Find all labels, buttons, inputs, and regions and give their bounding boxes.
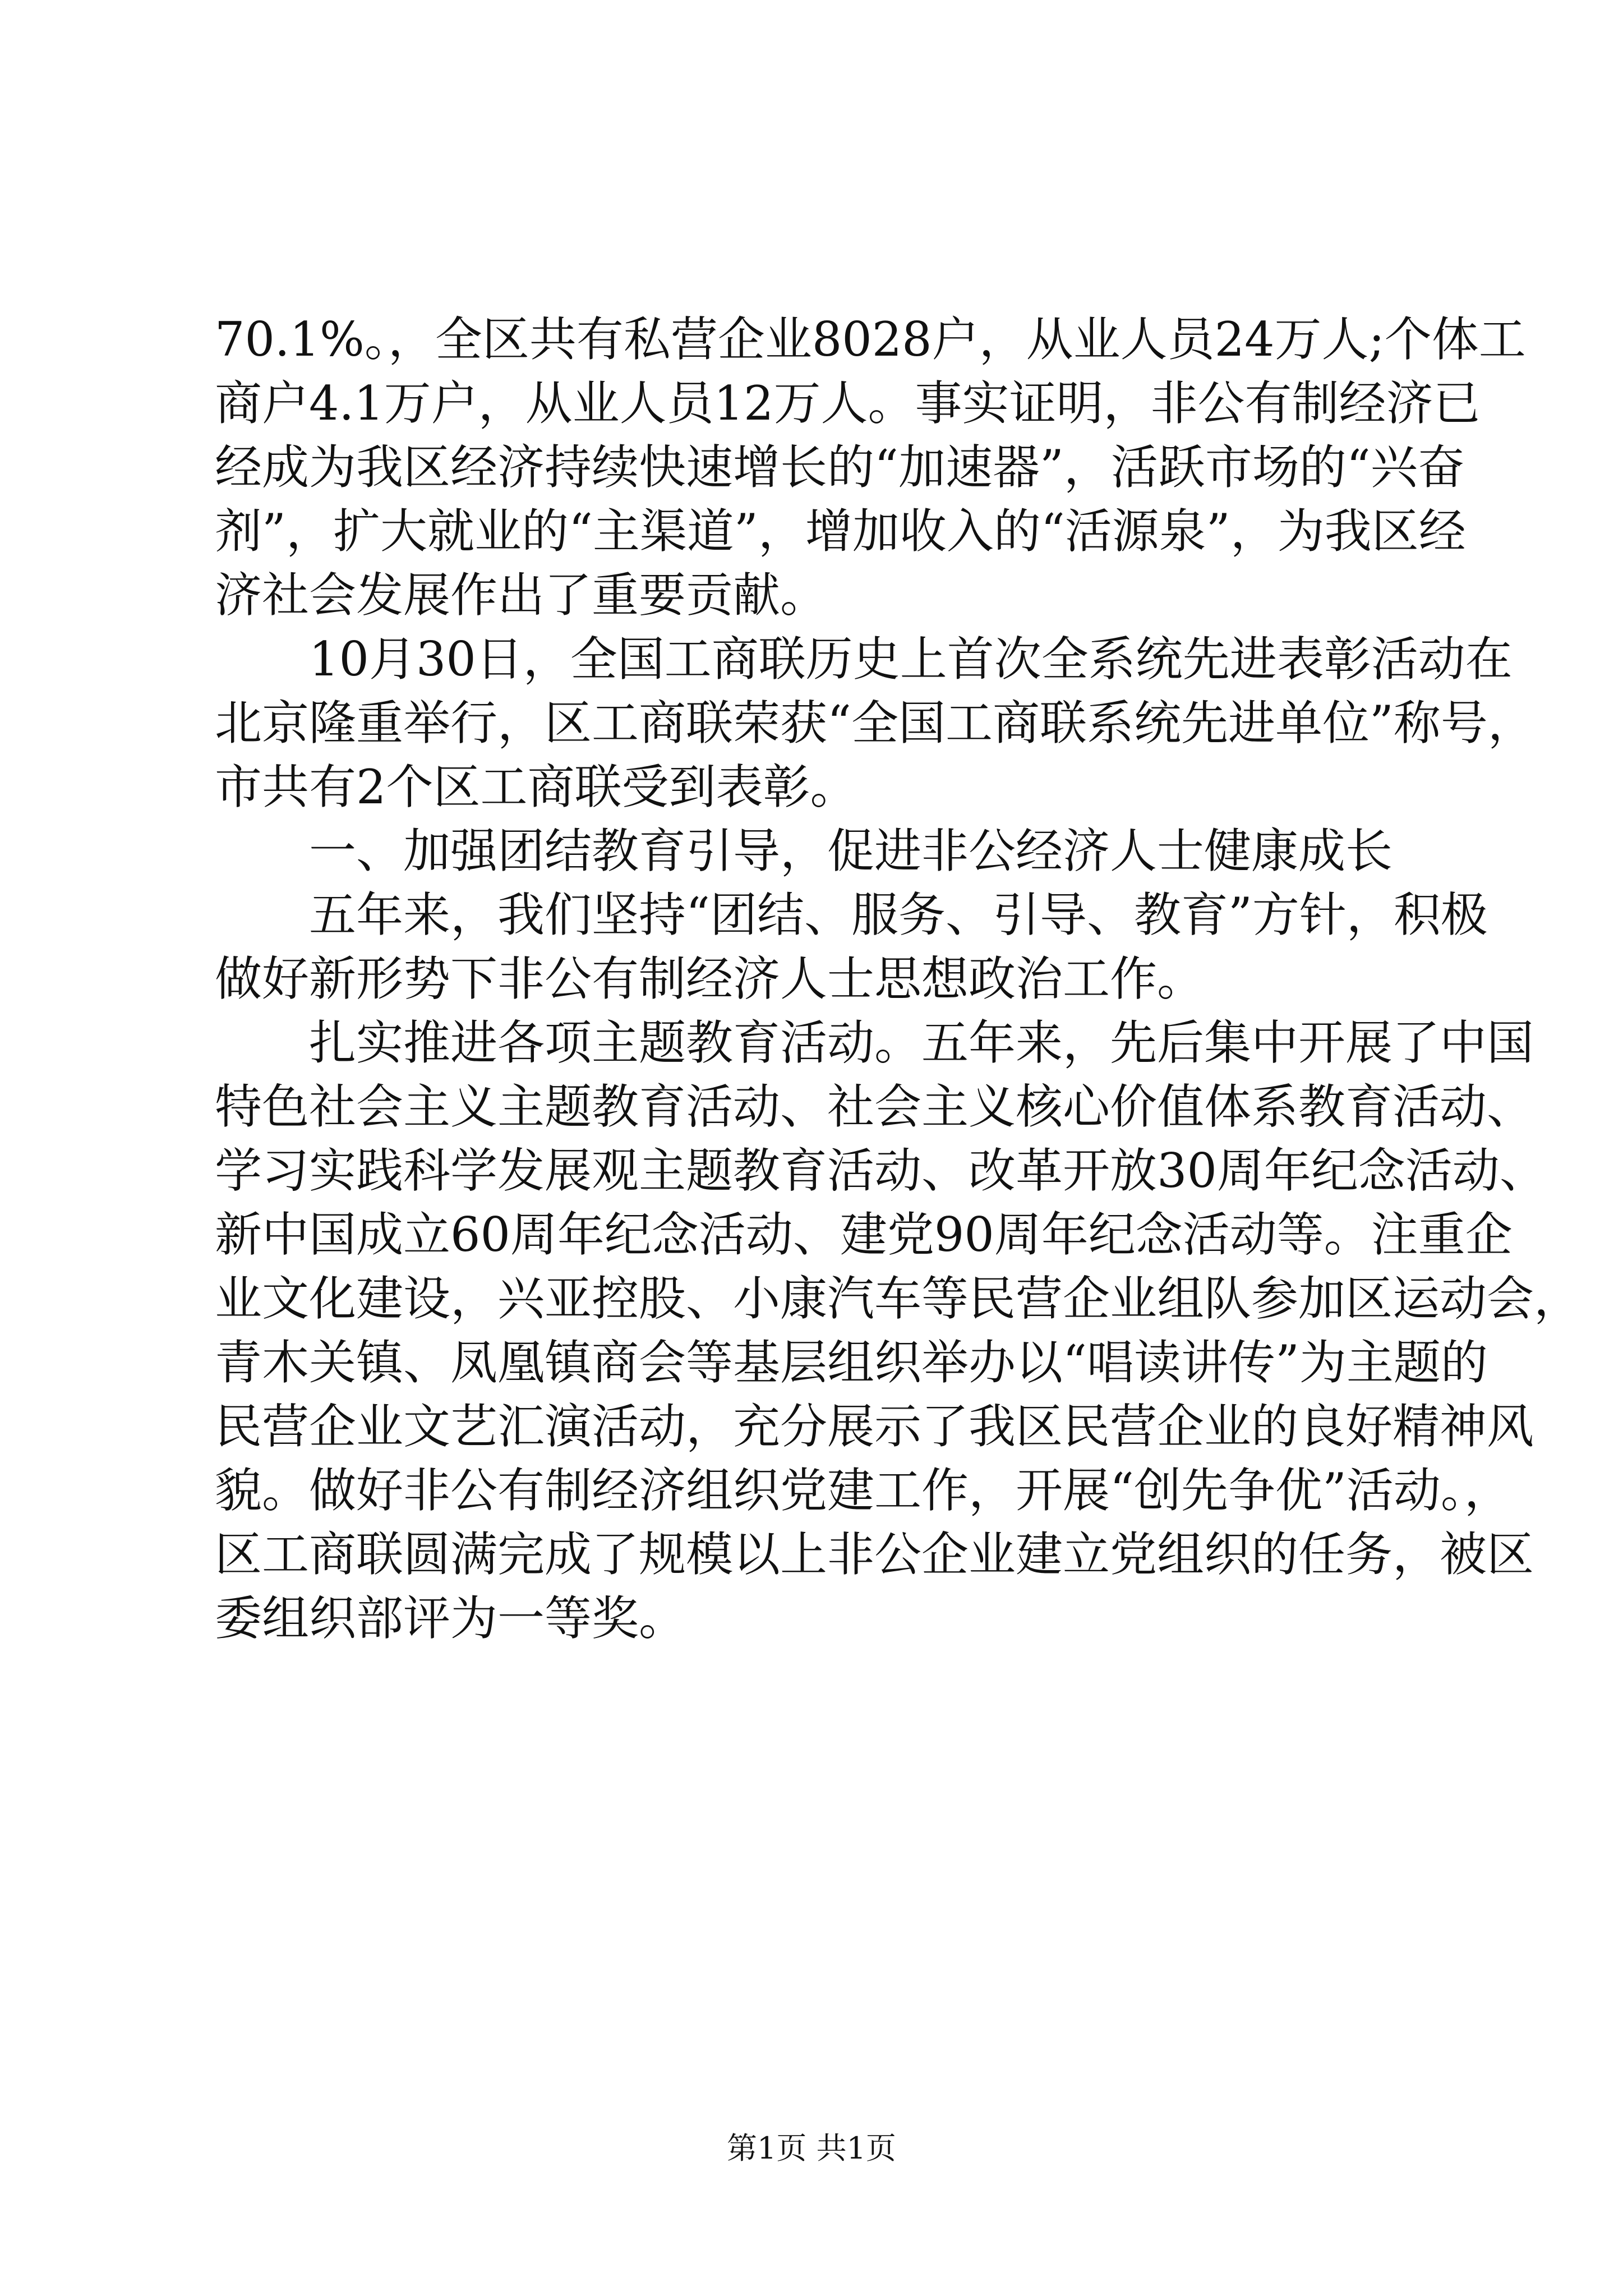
text-line: 学习实践科学发展观主题教育活动、改革开放30周年纪念活动、 — [215, 1143, 1547, 1198]
text-line: 做好新形势下非公有制经济人士思想政治工作。 — [215, 951, 1205, 1006]
heading-line: 一、加强团结教育引导，促进非公经济人士健康成长 — [309, 823, 1393, 878]
text-line: 10月30日，全国工商联历史上首次全系统先进表彰活动在 — [309, 632, 1513, 687]
text-line: 扎实推进各项主题教育活动。五年来，先后集中开展了中国 — [309, 1015, 1534, 1070]
page-number-footer: 第1页 共1页 — [727, 2131, 896, 2166]
text-line: 商户4.1万户，从业人员12万人。事实证明，非公有制经济已 — [215, 376, 1481, 431]
paragraph-5 — [215, 1011, 1581, 1650]
text-line: 区工商联圆满完成了规模以上非公企业建立党组织的任务，被区 — [215, 1527, 1534, 1582]
paragraph-1 — [215, 307, 1526, 627]
text-line: 70.1%。，全区共有私营企业8028户，从业人员24万人;个体工 — [215, 312, 1526, 367]
text-line: 北京隆重举行，区工商联荣获“全国工商联系统先进单位”称号， — [215, 696, 1535, 751]
section-heading — [215, 819, 1409, 883]
text-line: 貌。做好非公有制经济组织党建工作，开展“创先争优”活动。， — [215, 1463, 1511, 1518]
paragraph-2 — [215, 627, 1535, 819]
text-line: 新中国成立60周年纪念活动、建党90周年纪念活动等。注重企 — [215, 1207, 1513, 1262]
paragraph-4 — [215, 883, 1488, 1011]
text-line: 济社会发展作出了重要贡献。 — [215, 568, 828, 623]
text-line: 剂”，扩大就业的“主渠道”，增加收入的“活源泉”，为我区经 — [215, 504, 1466, 559]
text-line: 经成为我区经济持续快速增长的“加速器”，活跃市场的“兴奋 — [215, 440, 1465, 495]
text-line: 市共有2个区工商联受到表彰。 — [215, 760, 857, 815]
text-line: 特色社会主义主题教育活动、社会主义核心价值体系教育活动、 — [215, 1079, 1534, 1134]
document-body — [215, 307, 1581, 1650]
text-line: 业文化建设，兴亚控股、小康汽车等民营企业组队参加区运动会， — [215, 1271, 1581, 1326]
text-line: 民营企业文艺汇演活动，充分展示了我区民营企业的良好精神风 — [215, 1399, 1534, 1454]
text-line: 委组织部评为一等奖。 — [215, 1591, 686, 1646]
text-line: 五年来，我们坚持“团结、服务、引导、教育”方针，积极 — [309, 887, 1488, 942]
text-line: 青木关镇、凤凰镇商会等基层组织举办以“唱读讲传”为主题的 — [215, 1335, 1488, 1390]
